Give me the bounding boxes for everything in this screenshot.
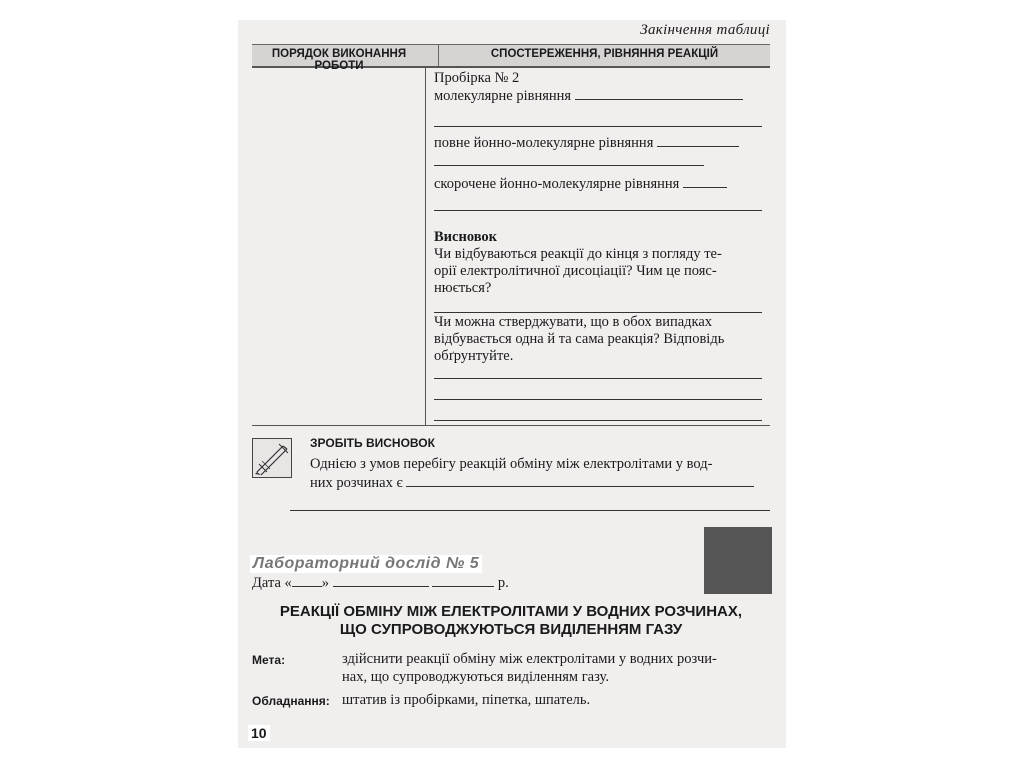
short-ionic-equation-row — [434, 175, 762, 193]
equipment-label: Обладнання: — [252, 694, 330, 708]
pencil-icon — [252, 438, 292, 478]
short-ionic-equation-label: скорочене йонно-молекулярне рівняння — [434, 176, 680, 192]
date-label: Дата — [252, 575, 281, 591]
goal-label: Мета: — [252, 653, 286, 667]
question-1-line: нюється? — [434, 280, 492, 296]
question-2-line: обґрунтуйте. — [434, 348, 514, 364]
table-column-divider — [425, 66, 426, 426]
conclusion-heading: Висновок — [434, 229, 498, 245]
table-header — [252, 44, 770, 72]
molecular-equation-blank[interactable] — [575, 87, 743, 100]
table-continuation-note: Закінчення таблиці — [640, 22, 770, 38]
make-conclusion-line-2: них розчинах є — [310, 474, 770, 493]
full-ionic-equation-blank[interactable] — [657, 134, 739, 147]
lab-experiment-title: Лабораторний дослід № 5 — [250, 555, 482, 573]
page-number: 10 — [248, 725, 270, 741]
table-bottom-border — [252, 425, 770, 426]
goal-text: здійснити реакції обміну між електролітами у водних розчи- нах, що супроводжуються виділенням газу. — [342, 651, 717, 685]
full-ionic-equation-label: повне йонно-молекулярне рівняння — [434, 135, 654, 151]
answer-line[interactable] — [434, 312, 762, 313]
question-2-line: Чи можна стверджувати, що в обох випадках — [434, 314, 713, 330]
make-conclusion-line: Однією з умов перебігу реакцій обміну між електролітами у вод- — [310, 456, 713, 472]
answer-line[interactable] — [434, 378, 762, 379]
conclusion-question-2 — [434, 314, 762, 365]
make-conclusion-text — [310, 456, 770, 492]
molecular-equation-row — [434, 87, 762, 105]
lab-heading: РЕАКЦІЇ ОБМІНУ МІЖ ЕЛЕКТРОЛІТАМИ У ВОДНИХ РОЗЧИНАХ, ЩО СУПРОВОДЖУЮТЬСЯ ВИДІЛЕННЯМ ГАЗУ — [279, 603, 743, 638]
col2-header: СПОСТЕРЕЖЕННЯ, РІВНЯННЯ РЕАКЦІЙ — [490, 48, 719, 60]
equipment-text: штатив із пробірками, піпетка, шпатель. — [342, 692, 591, 708]
question-1-line: Чи відбуваються реакції до кінця з погляду те- — [434, 246, 722, 262]
answer-line[interactable] — [434, 420, 762, 421]
short-ionic-equation-blank[interactable] — [683, 175, 727, 188]
date-row: Дата « » р. — [252, 575, 509, 591]
date-year-blank[interactable] — [432, 574, 494, 587]
full-ionic-equation-row — [434, 134, 762, 152]
answer-line[interactable] — [434, 210, 762, 211]
answer-line[interactable] — [434, 399, 762, 400]
col1-header: ПОРЯДОК ВИКОНАННЯ РОБОТИ — [271, 48, 407, 72]
question-1-line: орії електролітичної дисоціації? Чим це пояс- — [434, 263, 717, 279]
answer-line[interactable] — [290, 510, 770, 511]
question-2-line: відбувається одна й та сама реакція? Відповідь — [434, 331, 725, 347]
answer-line[interactable] — [434, 126, 762, 127]
decorative-gray-square — [704, 527, 772, 594]
date-month-blank[interactable] — [333, 574, 429, 587]
answer-line[interactable] — [434, 165, 704, 166]
make-conclusion-blank[interactable] — [406, 474, 754, 487]
make-conclusion-title: ЗРОБІТЬ ВИСНОВОК — [310, 436, 435, 450]
tube-title: Пробірка № 2 — [434, 70, 520, 86]
date-day-blank[interactable] — [292, 574, 322, 587]
conclusion-question-1 — [434, 246, 762, 297]
molecular-equation-label: молекулярне рівняння — [434, 88, 572, 104]
workbook-page — [238, 20, 786, 748]
